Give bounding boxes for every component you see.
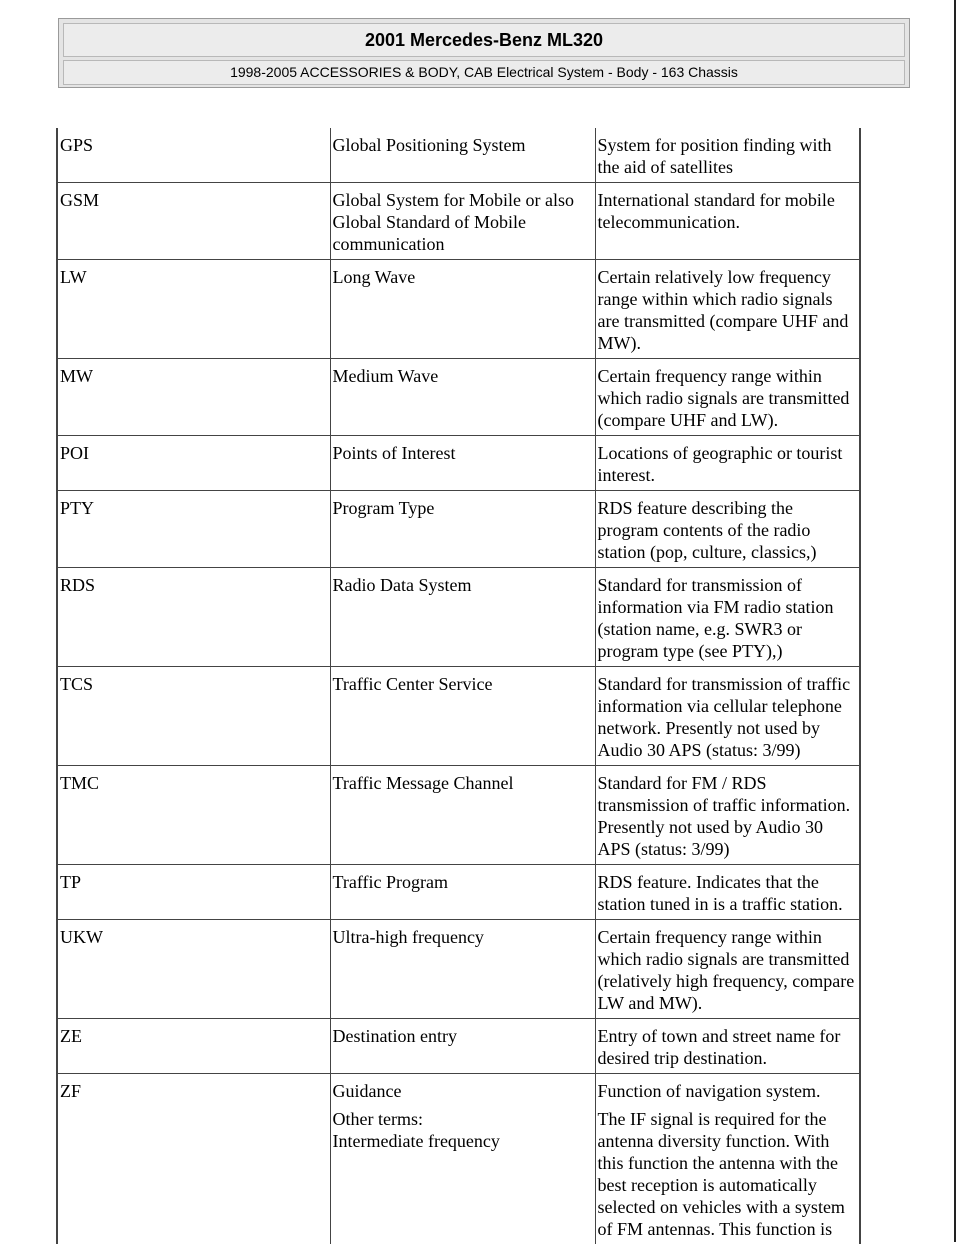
term-cell xyxy=(330,667,595,766)
table-row xyxy=(57,128,860,183)
table-row xyxy=(57,865,860,920)
term-cell xyxy=(330,1074,595,1244)
document-title: 2001 Mercedes-Benz ML320 xyxy=(63,23,905,57)
term-cell xyxy=(330,128,595,183)
table-row xyxy=(57,1019,860,1074)
term-cell xyxy=(330,766,595,865)
term-text: Traffic Center Service xyxy=(333,674,493,694)
term-cell xyxy=(330,491,595,568)
term-cell xyxy=(330,1019,595,1074)
term-cell xyxy=(330,436,595,491)
desc-cell: Certain frequency range within which radio signals are transmitted (relatively high frequency, compare LW and MW). xyxy=(595,920,860,1019)
term-text: Medium Wave xyxy=(333,366,439,386)
desc-cell: Entry of town and street name for desired trip destination. xyxy=(595,1019,860,1074)
desc-cell: RDS feature. Indicates that the station tuned in is a traffic station. xyxy=(595,865,860,920)
term-text: Long Wave xyxy=(333,267,416,287)
abbr-cell: PTY xyxy=(57,491,330,568)
table-row xyxy=(57,568,860,667)
table-row xyxy=(57,260,860,359)
table-row xyxy=(57,1074,860,1244)
desc-extra-text: The IF signal is required for the antenna diversity function. With this function the antenna with the best reception is automatically selected on vehicles with a system of FM antennas. This function is xyxy=(598,1108,858,1240)
document-header xyxy=(58,18,910,88)
term-cell xyxy=(330,183,595,260)
desc-cell: System for position finding with the aid of satellites xyxy=(595,128,860,183)
term-text: Global Positioning System xyxy=(333,135,526,155)
term-text: Guidance xyxy=(333,1080,593,1102)
abbr-cell: MW xyxy=(57,359,330,436)
desc-cell: Certain frequency range within which radio signals are transmitted (compare UHF and LW). xyxy=(595,359,860,436)
abbr-cell: UKW xyxy=(57,920,330,1019)
term-cell xyxy=(330,865,595,920)
abbr-cell: GPS xyxy=(57,128,330,183)
abbreviation-table xyxy=(56,128,861,1244)
term-text: Program Type xyxy=(333,498,435,518)
term-text: Traffic Message Channel xyxy=(333,773,514,793)
abbr-cell: TP xyxy=(57,865,330,920)
desc-cell: RDS feature describing the program contents of the radio station (pop, culture, classics,) xyxy=(595,491,860,568)
term-text: Ultra-high frequency xyxy=(333,927,484,947)
abbr-cell: POI xyxy=(57,436,330,491)
table-row xyxy=(57,920,860,1019)
desc-cell: Standard for transmission of information via FM radio station (station name, e.g. SWR3 or program type (see PTY),) xyxy=(595,568,860,667)
table-row xyxy=(57,667,860,766)
desc-cell: Locations of geographic or tourist interest. xyxy=(595,436,860,491)
term-cell xyxy=(330,568,595,667)
abbr-cell: TMC xyxy=(57,766,330,865)
term-extra-label: Other terms: xyxy=(333,1108,593,1130)
term-text: Points of Interest xyxy=(333,443,456,463)
term-cell xyxy=(330,260,595,359)
table-row xyxy=(57,766,860,865)
abbr-cell: TCS xyxy=(57,667,330,766)
term-cell xyxy=(330,920,595,1019)
term-text: Traffic Program xyxy=(333,872,449,892)
term-text: Destination entry xyxy=(333,1026,457,1046)
desc-text: Function of navigation system. xyxy=(598,1080,858,1102)
term-text: Global System for Mobile or also Global Standard of Mobile communication xyxy=(333,190,574,254)
table-row xyxy=(57,183,860,260)
term-text: Radio Data System xyxy=(333,575,472,595)
desc-cell: International standard for mobile telecommunication. xyxy=(595,183,860,260)
term-extra-value: Intermediate frequency xyxy=(333,1130,593,1152)
desc-cell xyxy=(595,1074,860,1244)
document-subtitle: 1998-2005 ACCESSORIES & BODY, CAB Electrical System - Body - 163 Chassis xyxy=(63,60,905,85)
term-cell xyxy=(330,359,595,436)
table-row xyxy=(57,359,860,436)
desc-cell: Standard for transmission of traffic information via cellular telephone network. Presently not used by Audio 30 APS (status: 3/99) xyxy=(595,667,860,766)
desc-cell: Certain relatively low frequency range within which radio signals are transmitted (compare UHF and MW). xyxy=(595,260,860,359)
abbr-cell: RDS xyxy=(57,568,330,667)
abbr-cell: ZE xyxy=(57,1019,330,1074)
page-right-rule xyxy=(954,0,956,1242)
abbr-cell: LW xyxy=(57,260,330,359)
abbr-cell: ZF xyxy=(57,1074,330,1244)
table-row xyxy=(57,491,860,568)
table-row xyxy=(57,436,860,491)
abbr-cell: GSM xyxy=(57,183,330,260)
desc-cell: Standard for FM / RDS transmission of traffic information. Presently not used by Audio 30 APS (status: 3/99) xyxy=(595,766,860,865)
